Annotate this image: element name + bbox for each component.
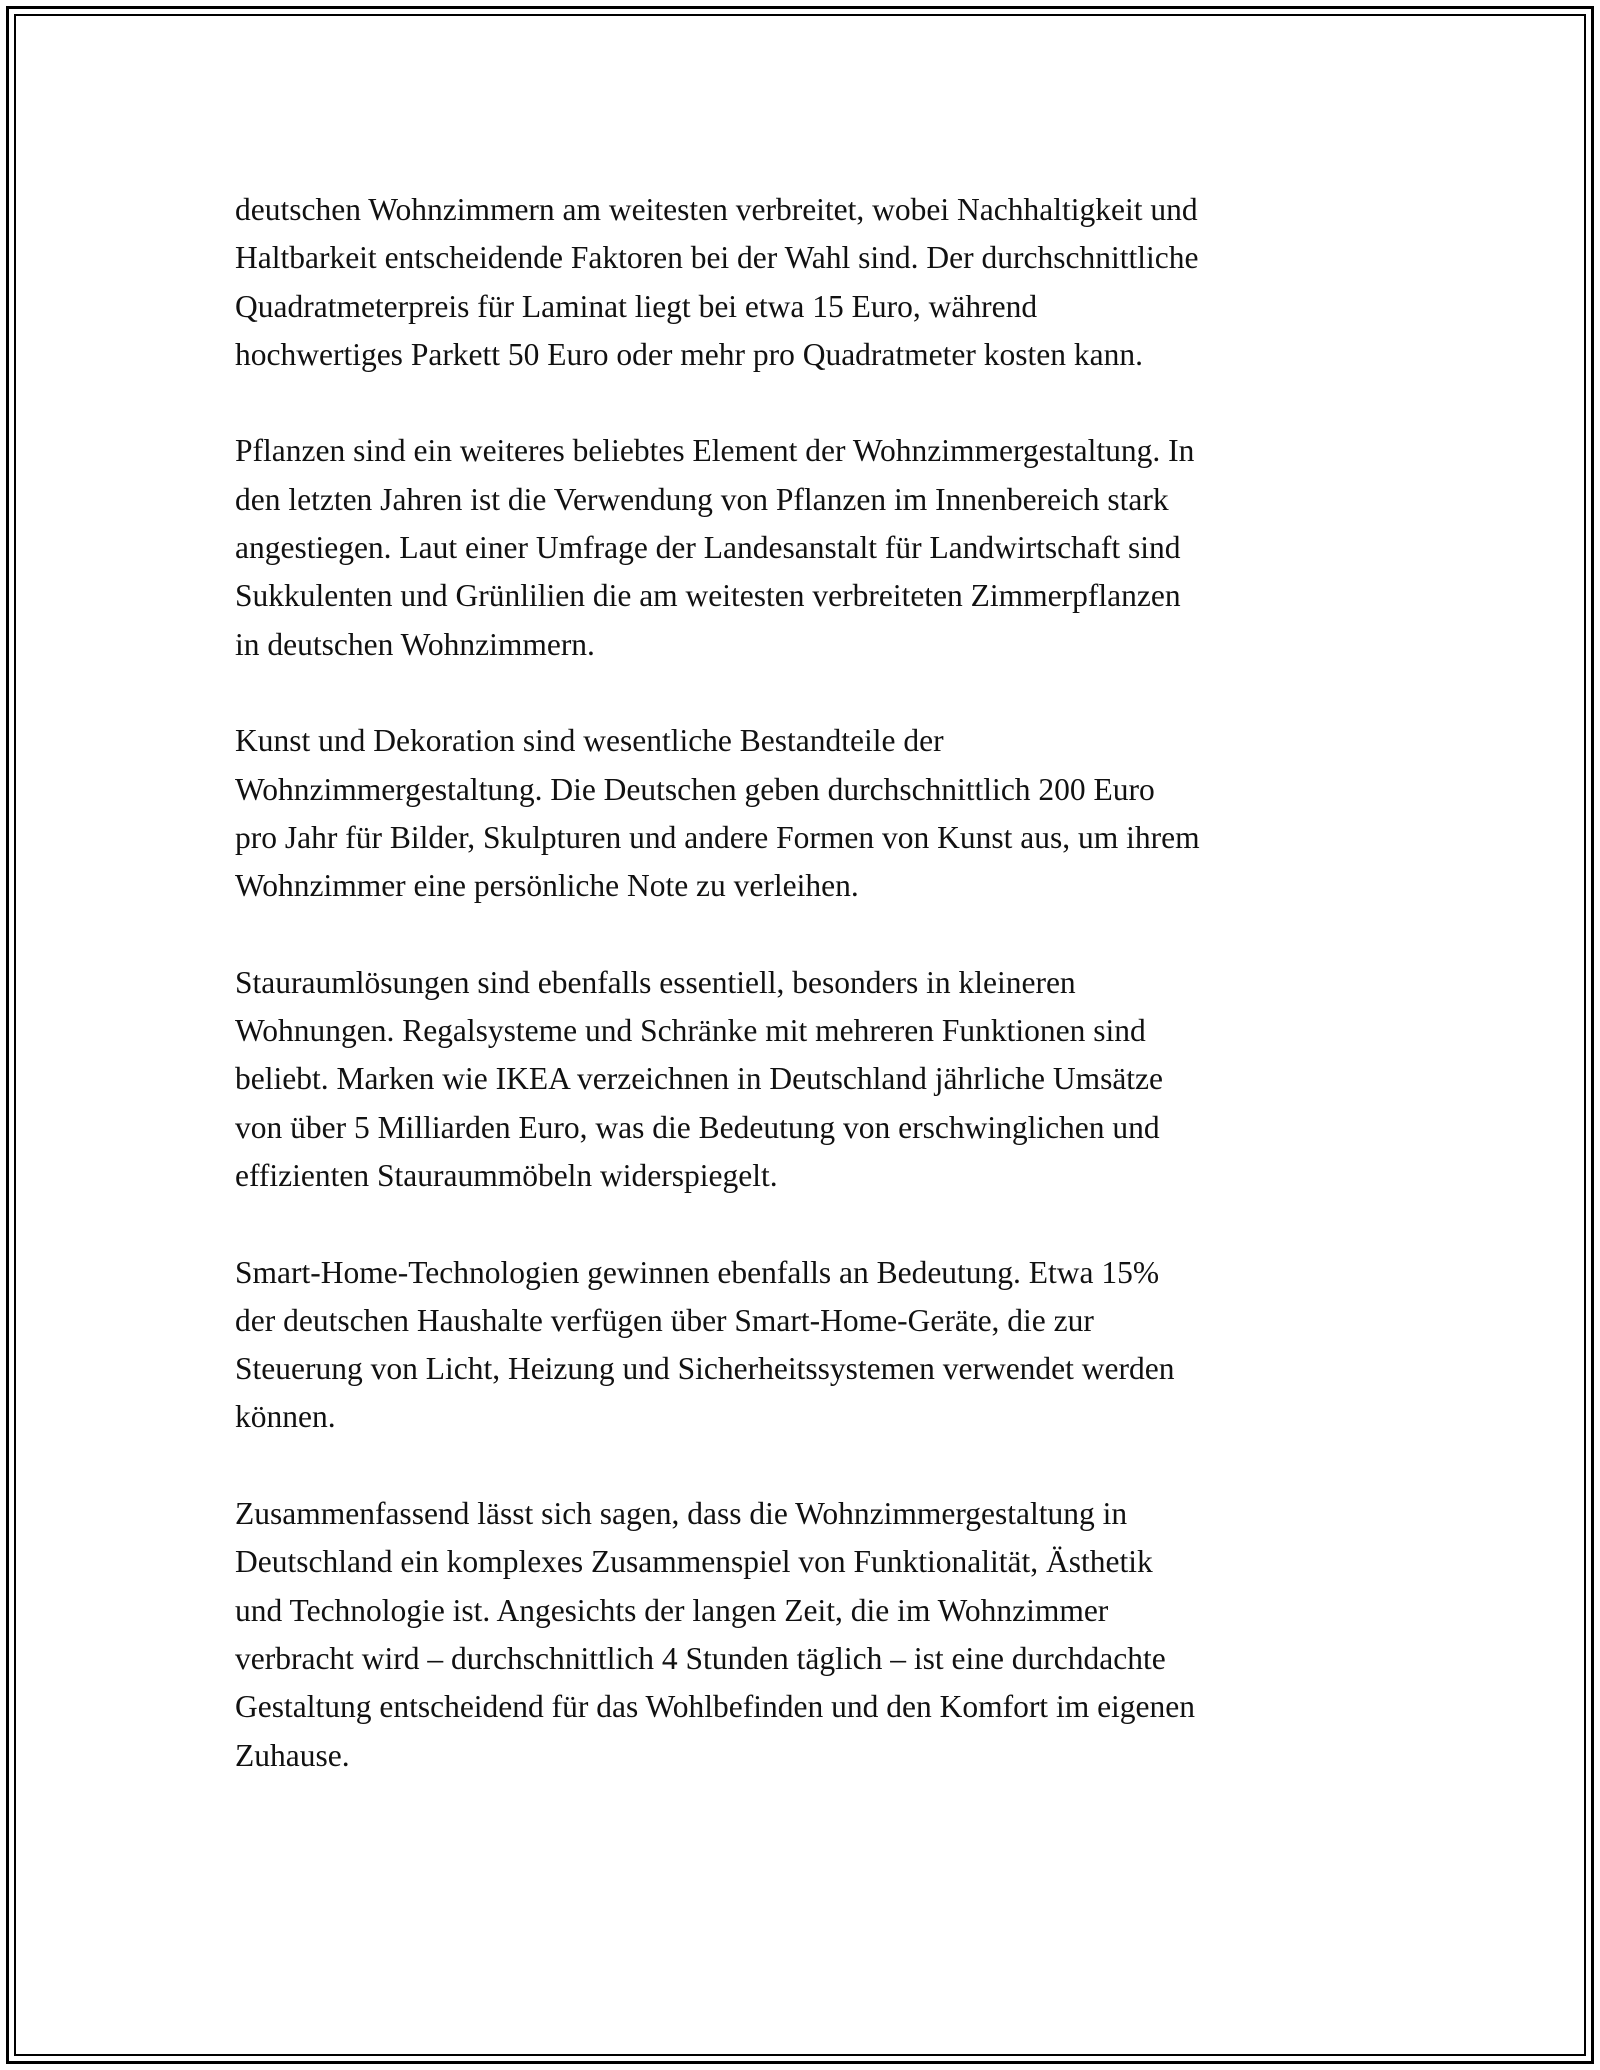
text-line: Steuerung von Licht, Heizung und Sicherheitssystemen verwendet werden: [235, 1351, 1175, 1387]
text-line: Wohnungen. Regalsysteme und Schränke mit mehreren Funktionen sind: [235, 1013, 1146, 1049]
text-line: der deutschen Haushalte verfügen über Smart-Home-Geräte, die zur: [235, 1302, 1094, 1338]
text-line: effizienten Stauraummöbeln widerspiegelt.: [235, 1157, 778, 1193]
text-line: Sukkulenten und Grünlilien die am weitesten verbreiteten Zimmerpflanzen: [235, 578, 1181, 614]
text-line: Stauraumlösungen sind ebenfalls essentiell, besonders in kleineren: [235, 964, 1076, 1000]
text-line: Zuhause.: [235, 1737, 350, 1773]
paragraph-art: [235, 717, 1370, 910]
paragraph-storage: [235, 959, 1370, 1200]
text-line: beliebt. Marken wie IKEA verzeichnen in Deutschland jährliche Umsätze: [235, 1061, 1164, 1097]
paragraph-smart-home: [235, 1249, 1370, 1442]
text-line: Wohnzimmer eine persönliche Note zu verleihen.: [235, 868, 859, 904]
text-line: Zusammenfassend lässt sich sagen, dass die Wohnzimmergestaltung in: [235, 1496, 1128, 1532]
text-line: Smart-Home-Technologien gewinnen ebenfalls an Bedeutung. Etwa 15%: [235, 1254, 1160, 1290]
document-body: [235, 186, 1370, 1828]
text-line: in deutschen Wohnzimmern.: [235, 626, 595, 662]
text-line: und Technologie ist. Angesichts der langen Zeit, die im Wohnzimmer: [235, 1592, 1109, 1628]
text-line: hochwertiges Parkett 50 Euro oder mehr pro Quadratmeter kosten kann.: [235, 336, 1143, 372]
text-line: Gestaltung entscheidend für das Wohlbefinden und den Komfort im eigenen: [235, 1689, 1196, 1725]
text-line: angestiegen. Laut einer Umfrage der Landesanstalt für Landwirtschaft sind: [235, 530, 1181, 566]
text-line: verbracht wird – durchschnittlich 4 Stunden täglich – ist eine durchdachte: [235, 1640, 1166, 1676]
text-line: Quadratmeterpreis für Laminat liegt bei etwa 15 Euro, während: [235, 288, 1038, 324]
text-line: Kunst und Dekoration sind wesentliche Bestandteile der: [235, 723, 944, 759]
text-line: können.: [235, 1399, 336, 1435]
text-line: Haltbarkeit entscheidende Faktoren bei der Wahl sind. Der durchschnittliche: [235, 240, 1199, 276]
text-line: von über 5 Milliarden Euro, was die Bedeutung von erschwinglichen und: [235, 1109, 1160, 1145]
text-line: Pflanzen sind ein weiteres beliebtes Element der Wohnzimmergestaltung. In: [235, 433, 1195, 469]
text-line: deutschen Wohnzimmern am weitesten verbreitet, wobei Nachhaltigkeit und: [235, 192, 1198, 227]
paragraph-plants: [235, 427, 1370, 668]
text-line: Wohnzimmergestaltung. Die Deutschen geben durchschnittlich 200 Euro: [235, 771, 1155, 807]
text-line: Deutschland ein komplexes Zusammenspiel von Funktionalität, Ästhetik: [235, 1544, 1153, 1580]
paragraph-flooring: [235, 186, 1370, 379]
text-line: pro Jahr für Bilder, Skulpturen und andere Formen von Kunst aus, um ihrem: [235, 819, 1200, 855]
paragraph-summary: [235, 1490, 1370, 1780]
text-line: den letzten Jahren ist die Verwendung von Pflanzen im Innenbereich stark: [235, 481, 1169, 517]
